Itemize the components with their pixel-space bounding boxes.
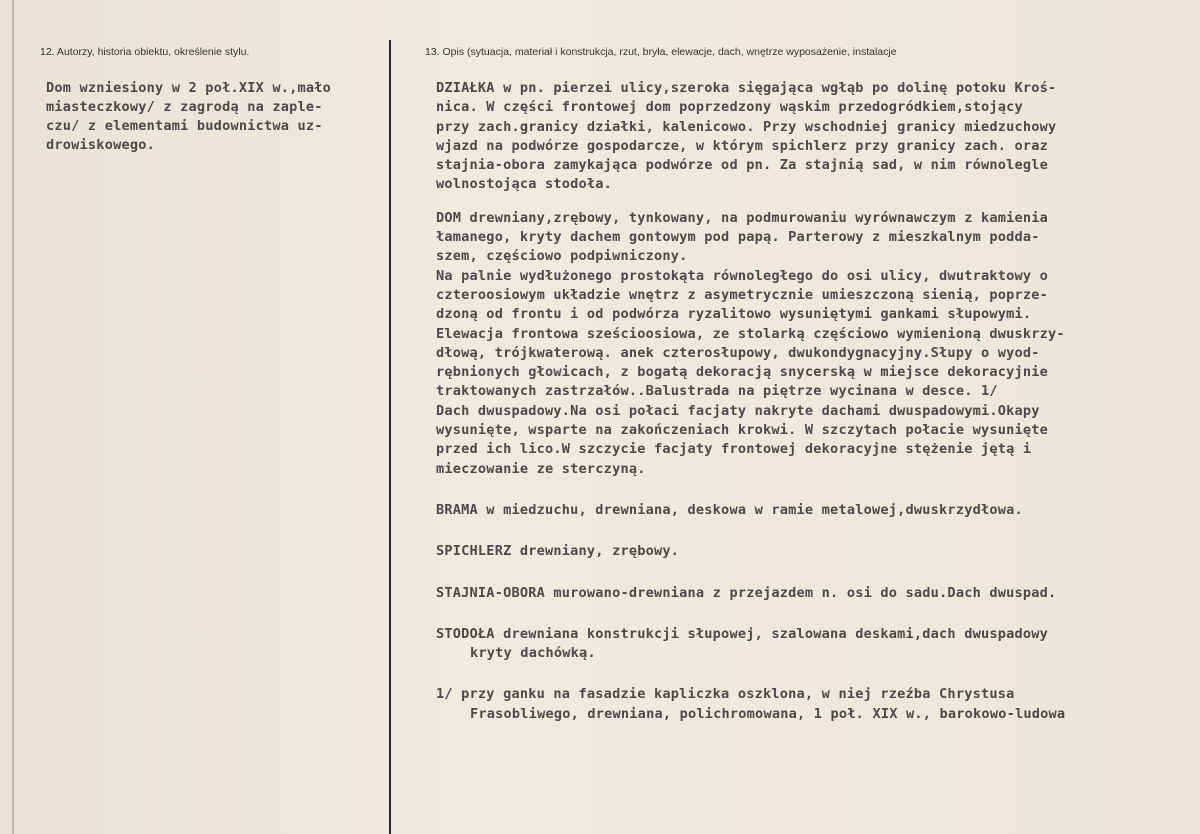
paragraph-dom	[436, 208, 1065, 478]
text-line: STODOŁA drewniana konstrukcji słupowej, szalowana deskami,dach dwuspadowy	[436, 625, 1049, 642]
spacer	[436, 194, 1065, 208]
text-line: DZIAŁKA w pn. pierzei ulicy,szeroka sięgająca wgłąb po dolinę potoku Kroś-	[436, 80, 1057, 96]
paragraph-stodola	[436, 624, 1065, 663]
text-line: drowiskowego.	[46, 137, 155, 153]
section-12-header: 12. Autorzy, historia obiektu, określenie stylu.	[40, 46, 250, 58]
text-line: rębnionych głowicach, z bogatą dekoracją snycerską w miejsce dekoracyjnie	[436, 364, 1049, 381]
description-text	[436, 78, 1065, 723]
paragraph-brama: BRAMA w miedzuchu, drewniana, deskowa w ramie metalowej,dwuskrzydłowa.	[436, 501, 1023, 518]
text-line: wysunięte, wsparte na zakończeniach krokwi. W szczytach połacie wysunięte	[436, 422, 1049, 439]
text-line: mieczowanie ze sterczyną.	[436, 460, 646, 477]
authors-history-text	[46, 78, 331, 154]
text-line: DOM drewniany,zrębowy, tynkowany, na podmurowaniu wyrównawczym z kamienia	[436, 209, 1049, 226]
text-line: Frasobliwego, drewniana, polichromowana, 1 poł. XIX w., barokowo-ludowa	[470, 705, 1066, 722]
text-line: kryty dachówką.	[470, 645, 596, 662]
text-line: miasteczkowy/ z zagrodą na zaple-	[46, 99, 323, 115]
text-line: Na palnie wydłużonego prostokąta równoległego do osi ulicy, dwutraktowy o	[436, 267, 1049, 284]
text-line: 1/ przy ganku na fasadzie kapliczka oszklona, w niej rzeźba Chrystusa	[436, 686, 1015, 703]
text-line: traktowanych zastrzałów..Balustrada na piętrze wycinana w desce. 1/	[436, 383, 998, 400]
text-line: łamanego, kryty dachem gontowym pod papą. Parterowy z mieszkalnym podda-	[436, 229, 1040, 246]
text-line: nica. W części frontowej dom poprzedzony wąskim przedogródkiem,stojący	[436, 99, 1023, 116]
text-line: czu/ z elementami budownictwa uz-	[46, 118, 323, 134]
spacer	[436, 602, 1065, 624]
text-line: szem, częściowo podpiwniczony.	[436, 248, 688, 265]
spacer	[436, 519, 1065, 541]
text-line: przy zach.granicy działki, kalenicowo. Przy wschodniej granicy miedzuchowy	[436, 118, 1057, 135]
spacer	[436, 478, 1065, 500]
text-line: dłową, trójkwaterową. anek czterosłupowy, dwukondygnacyjny.Słupy o wyod-	[436, 344, 1040, 361]
section-13-header: 13. Opis (sytuacja, materiał i konstrukcja, rzut, bryła, elewacje, dach, wnętrze wyposażenie, instalacje	[425, 46, 897, 58]
text-line: wjazd na podwórze gospodarcze, w którym spichlerz przy granicy zach. oraz	[436, 137, 1049, 154]
spacer	[436, 561, 1065, 583]
spacer	[436, 662, 1065, 684]
text-line: Dach dwuspadowy.Na osi połaci facjaty nakryte dachami dwuspadowymi.Okapy	[436, 402, 1040, 419]
text-line: Dom wzniesiony w 2 poł.XIX w.,mało	[46, 80, 332, 96]
paragraph-dzialka	[436, 78, 1065, 194]
text-line: stajnia-obora zamykająca podwórze od pn. Za stajnią sad, w nim równolegle	[436, 157, 1049, 174]
footnote	[436, 684, 1065, 723]
text-line: przed ich lico.W szczycie facjaty frontowej dekoracyjne stężenie jętą i	[436, 441, 1032, 458]
left-border-line	[12, 0, 14, 834]
text-line: czteroosiowym układzie wnętrz z asymetrycznie umieszczoną sienią, poprze-	[436, 286, 1049, 303]
column-divider	[389, 40, 391, 834]
paragraph-spichlerz: SPICHLERZ drewniany, zrębowy.	[436, 543, 680, 560]
text-line: wolnostojąca stodoła.	[436, 176, 613, 193]
paragraph-stajnia: STAJNIA-OBORA murowano-drewniana z przejazdem n. osi do sadu.Dach dwuspad.	[436, 584, 1057, 601]
text-line: dzoną od frontu i od podwórza ryzalitowo wysuniętymi gankami słupowymi.	[436, 306, 1032, 323]
text-line: Elewacja frontowa sześcioosiowa, ze stolarką częściowo wymienioną dwuskrzy-	[436, 325, 1065, 342]
